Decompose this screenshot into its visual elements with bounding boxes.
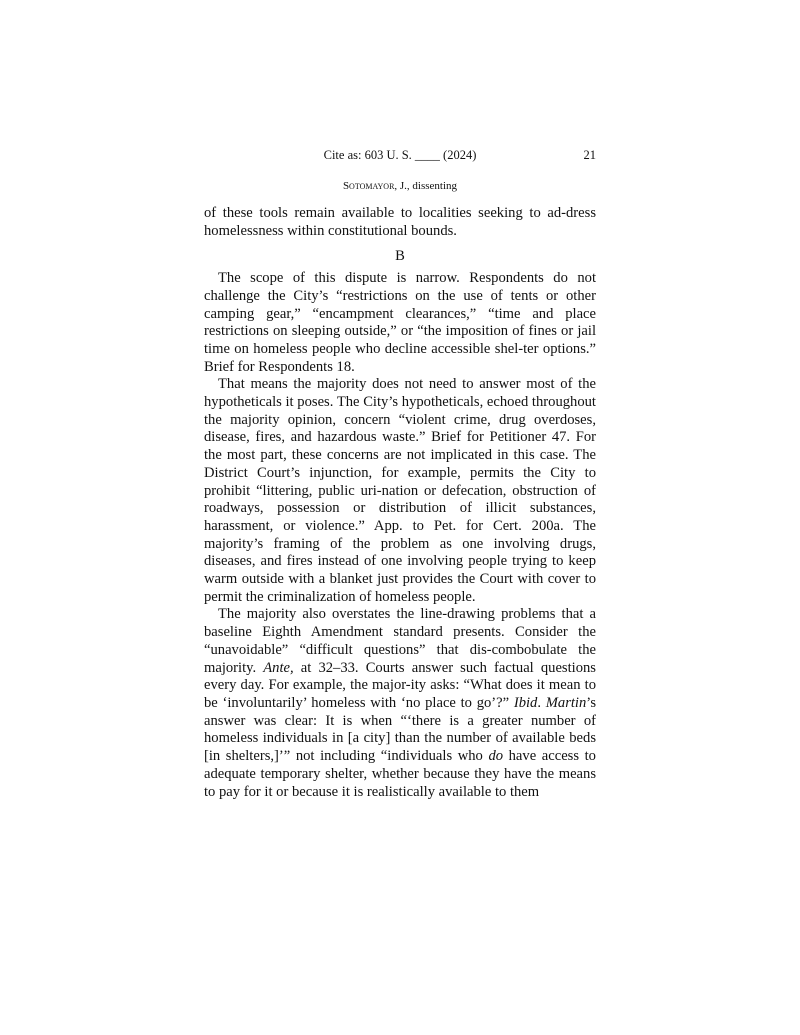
- text-run: have access to adequate temporary shelter, whether because they have the means to pay for it or because it is realistically available to them: [204, 748, 596, 800]
- citation-ante: Ante,: [263, 659, 294, 676]
- text-run: The majority also overstates the line-drawing problems that a baseline Eighth Amendment standard presents. Consider the “unavoidable” “difficult questions” that dis-combobulate the majority.: [204, 606, 596, 676]
- justice-name: Sotomayor: [342, 180, 395, 192]
- paragraph-hypotheticals: That means the majority does not need to answer most of the hypotheticals it poses. The City’s hypotheticals, echoed throughout the majority opinion, concern “violent crime, drug overdoses, disease, fires, and hazardous waste.” Brief for Petitioner 47. For the most part, these concerns are not implicated in this case. The District Court’s injunction, for example, permits the City to prohibit “littering, public uri-nation or defecation, obstruction of roadways, possession or distribution of illicit substances, harassment, or violence.” App. to Pet. for Cert. 200a. The majority’s framing of the problem as one involving drugs, diseases, and fires instead of one involving people trying to keep warm outside with a blanket just provides the Court with cover to permit the criminalization of homeless people.: [204, 376, 596, 605]
- opening-paragraph: of these tools remain available to localities seeking to ad-dress homelessness within constitutional bounds.: [204, 205, 596, 239]
- paragraph-scope: The scope of this dispute is narrow. Respondents do not challenge the City’s “restrictions on the use of tents or other camping gear,” “encampment clearances,” “time and place restrictions on sleeping outside,” or “the imposition of fines or jail time on homeless people who decline accessible shel-ter options.” Brief for Respondents 18.: [204, 270, 596, 375]
- case-name-martin: Martin: [545, 694, 587, 711]
- page-header: [204, 148, 596, 164]
- citation-header: Cite as: 603 U. S. ____ (2024): [323, 148, 477, 162]
- citation-ibid: Ibid: [513, 694, 538, 711]
- opinion-body: [204, 205, 596, 801]
- text-run: ’s answer was clear: It is when “‘there is a greater number of homeless individuals in [a city] than the number of available beds [in shelters,]’” not including “individuals who: [204, 694, 597, 765]
- emphasis-do: do: [488, 748, 504, 765]
- opinion-type: , J., dissenting: [394, 180, 458, 192]
- paragraph-line-drawing: [204, 606, 596, 801]
- text-run: .: [537, 694, 546, 711]
- page-number: 21: [583, 148, 596, 162]
- section-heading: B: [395, 248, 405, 265]
- running-head: [204, 180, 596, 192]
- text-run: at 32–33. Courts answer such factual questions every day. For example, the major-ity asks: “What does it mean to be ‘involuntarily’ homeless with ‘no place to go’?”: [204, 659, 596, 711]
